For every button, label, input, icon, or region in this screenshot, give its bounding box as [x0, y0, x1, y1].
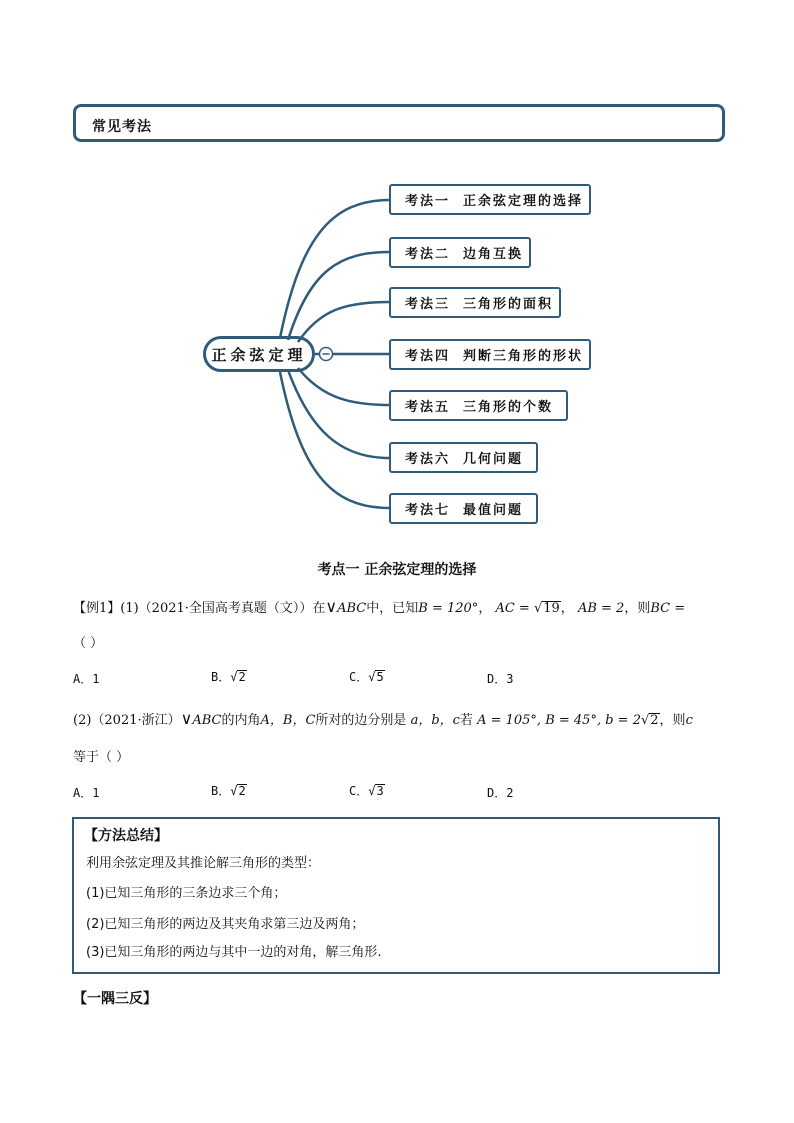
method-item-3: (3)已知三角形的两边与其中一边的对角，解三角形. [86, 945, 382, 960]
example2-line2: 等于（ ） [73, 750, 130, 765]
example2-prefix: (2)（2021·浙江） [73, 713, 181, 728]
example1-ask: ，则 [624, 601, 651, 616]
example1-ab-cond: AB = 2 [577, 601, 625, 616]
topic-heading: 考点一 正余弦定理的选择 [317, 562, 477, 578]
example2-text3: 若 [459, 713, 473, 728]
example2-option-c: C．√3 [349, 784, 384, 798]
example2-text1: 的内角 [221, 713, 261, 728]
method-title: 【方法总结】 [84, 828, 168, 844]
example2-vars1: A，B，C [260, 713, 316, 728]
mindmap-connectors [0, 0, 794, 560]
method-summary-box [72, 817, 720, 974]
example2-option-a: A．1 [73, 786, 100, 800]
example1-ac-pre: AC = [495, 601, 534, 616]
method-item-1: (1)已知三角形的三条边求三个角； [86, 886, 287, 901]
connector-3 [298, 302, 389, 342]
example2-text4: ，则 [659, 713, 686, 728]
example1-b-cond: B = 120° [418, 601, 479, 616]
example2-cond-root: 2 [650, 713, 659, 728]
example2-cond: A = 105°, B = 45°, b = 2 [477, 713, 641, 728]
collapse-toggle [320, 348, 333, 361]
example2-vars2: a，b，c [410, 713, 460, 728]
mindmap-branch-4: 考法四 判断三角形的形状 [389, 339, 591, 370]
example2-triangle: ABC [192, 713, 222, 728]
extension-heading: 【一隅三反】 [73, 991, 157, 1007]
mindmap-branch-5: 考法五 三角形的个数 [389, 390, 568, 421]
example2-var-c: c [685, 713, 693, 728]
connector-2 [288, 252, 389, 340]
example2-option-b: B．√2 [211, 784, 246, 798]
example2-option-d: D．2 [487, 786, 514, 800]
method-intro: 利用余弦定理及其推论解三角形的类型： [86, 856, 321, 871]
mindmap-root: 正余弦定理 [203, 336, 315, 372]
example1-option-c: C．√5 [349, 670, 384, 684]
mindmap-branch-7: 考法七 最值问题 [389, 493, 538, 524]
example1-option-d: D．3 [487, 672, 514, 686]
method-item-2: (2)已知三角形的两边及其夹角求第三边及两角； [86, 917, 365, 932]
example1-triangle: ABC [337, 601, 367, 616]
example1-bc: BC = [650, 601, 686, 616]
example1-mid: 中，已知 [366, 601, 419, 616]
mindmap-branch-6: 考法六 几何问题 [389, 442, 538, 473]
example1-blank: （ ） [73, 636, 104, 651]
connector-6 [288, 370, 389, 458]
mindmap-branch-2: 考法二 边角互换 [389, 237, 531, 268]
mindmap-branch-1: 考法一 正余弦定理的选择 [389, 184, 591, 215]
example1-option-a: A．1 [73, 672, 100, 686]
example1-ac-root: 19 [543, 601, 560, 616]
example1-option-b: B．√2 [211, 670, 246, 684]
example1-question: 【例1】(1)（2021·全国高考真题（文））在∨ABC中，已知B = 120°， AC = √19， AB = 2，则BC = [73, 597, 686, 616]
connector-5 [298, 368, 389, 405]
section-title: 常见考法 [92, 119, 152, 135]
example2-question: (2)（2021·浙江）∨ABC的内角A，B，C所对的边分别是 a，b，c若 A = 105°, B = 45°, b = 2√2，则c [73, 709, 693, 728]
example1-prefix: 【例1】(1)（2021·全国高考真题（文））在 [73, 601, 326, 616]
example2-text2: 所对的边分别是 [315, 713, 407, 728]
mindmap-branch-3: 考法三 三角形的面积 [389, 287, 561, 318]
